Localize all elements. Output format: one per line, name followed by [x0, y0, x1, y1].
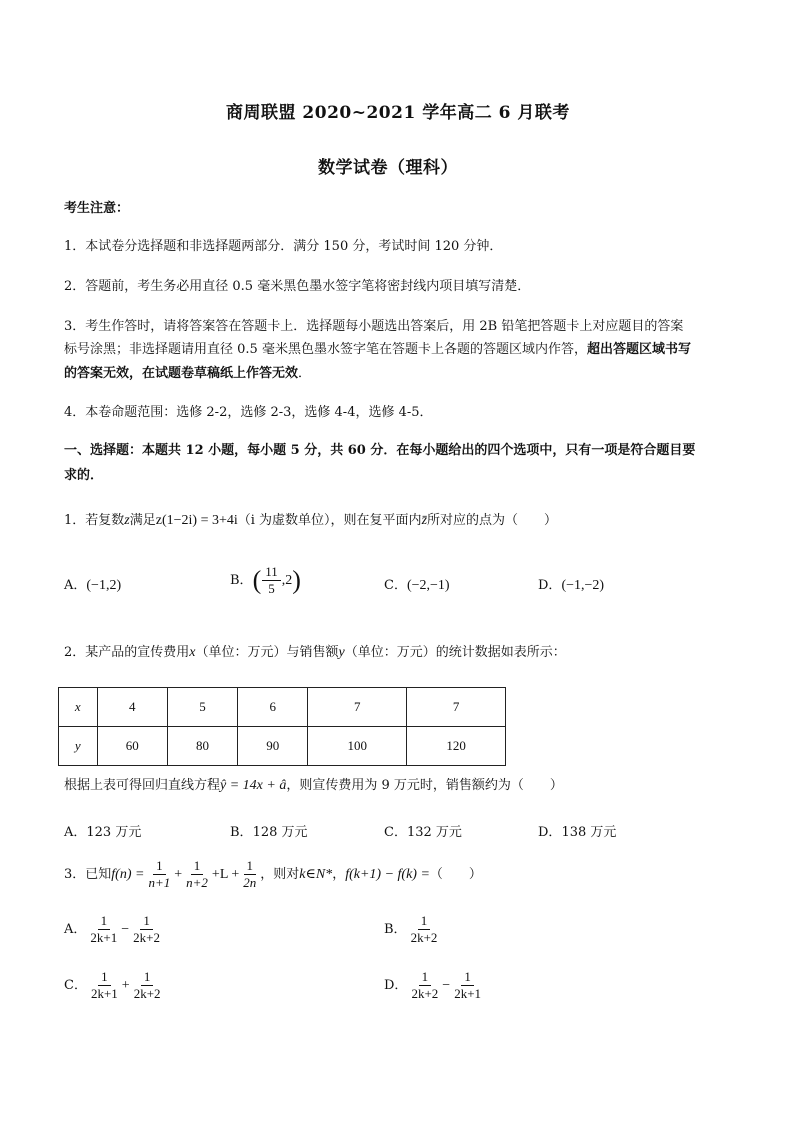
q3-option-d-den-1: 2k+2	[411, 986, 439, 1001]
q3-option-d-op: −	[442, 978, 451, 993]
question-1-stem	[64, 511, 557, 531]
q1-var-zbar: z̄	[421, 513, 428, 528]
q1-tail: 所对应的点为（ ）	[427, 513, 558, 528]
q2-option-d-text: 138 万元	[561, 825, 617, 840]
q1-option-a-label: A．	[64, 578, 87, 593]
q3-term-2-num: 1	[191, 858, 204, 875]
q2-stem-c: （单位：万元）的统计数据如表所示：	[344, 645, 566, 660]
q1-option-a-value: (−1,2)	[86, 578, 122, 593]
q1-var-z: z	[124, 513, 130, 528]
q1-option-b-rparen: )	[292, 565, 301, 595]
table-cell-y-label: y	[59, 727, 98, 766]
exam-title: 商周联盟 2020~2021 学年高二 6 月联考	[226, 103, 570, 123]
q1-option-c-value: (−2,−1)	[406, 578, 450, 593]
q1-prefix: 1．若复数	[64, 513, 125, 528]
q3-difference: f(k+1) − f(k) =	[345, 867, 430, 882]
table-cell: 90	[238, 727, 308, 766]
q2-regression-equation: ŷ = 14x + â	[220, 778, 287, 793]
q3-option-d-frac-2	[451, 969, 484, 1002]
q3-mid: ，则对	[260, 867, 300, 882]
q1-option-b-num: 11	[262, 564, 281, 581]
q3-option-c-op: +	[121, 978, 130, 993]
q3-option-b-label: B．	[384, 922, 407, 937]
q3-option-a-label: A．	[64, 922, 87, 937]
q3-option-c-num-1: 1	[98, 969, 111, 986]
table-cell: 7	[407, 688, 506, 727]
q2-option-a[interactable]	[64, 823, 141, 843]
q3-option-c-label: C．	[64, 978, 87, 993]
q2-option-c-label: C．	[384, 825, 407, 840]
q2-stem-a: 2．某产品的宣传费用	[64, 645, 190, 660]
notice-item-3-line2	[64, 340, 691, 360]
q2-followup	[64, 776, 563, 796]
question-2-stem	[64, 643, 566, 663]
section-heading-line2: 求的．	[64, 468, 104, 483]
q1-option-d-value: (−1,−2)	[561, 578, 605, 593]
q3-option-b[interactable]	[384, 913, 441, 946]
q2-option-b-label: B．	[230, 825, 253, 840]
q3-option-b-num: 1	[418, 913, 431, 930]
notice-item-3-line2-bold: 超出答题区域书写	[586, 342, 691, 357]
notice-item-3-line3-end: ．	[298, 366, 312, 381]
q1-cond: 满足	[129, 513, 156, 528]
q3-term-1-den: n+1	[148, 875, 171, 890]
q3-kset: k∈N*	[299, 867, 333, 882]
q3-option-d-num-1: 1	[419, 969, 432, 986]
q3-term-3-den: 2n	[243, 875, 257, 890]
q3-option-d-num-2: 1	[461, 969, 474, 986]
q3-tail: （ ）	[429, 867, 482, 882]
q1-option-b-fraction	[262, 564, 281, 597]
notice-item-1: 1．本试卷分选择题和非选择题两部分．满分 150 分，考试时间 120 分钟．	[64, 239, 503, 254]
q2-option-b[interactable]	[230, 823, 308, 843]
q2-option-d-label: D．	[538, 825, 562, 840]
q3-option-a[interactable]	[64, 913, 164, 946]
q3-option-a-num-1: 1	[98, 913, 111, 930]
q2-stem-b: （单位：万元）与销售额	[195, 645, 339, 660]
q3-option-a-op: −	[121, 922, 130, 937]
q3-option-a-den-1: 2k+1	[90, 930, 118, 945]
q2-data-table	[58, 687, 506, 766]
q3-option-c-den-2: 2k+2	[133, 986, 161, 1001]
q3-option-d[interactable]	[384, 969, 485, 1002]
q1-option-c[interactable]	[384, 576, 450, 596]
table-cell: 5	[167, 688, 237, 727]
q2-option-c-text: 132 万元	[406, 825, 462, 840]
q1-option-b-rest: ,2	[281, 573, 293, 588]
q2-option-d[interactable]	[538, 823, 616, 843]
q2-var-x: x	[189, 645, 196, 660]
q1-option-a[interactable]	[64, 576, 121, 596]
q3-option-a-frac-1	[87, 913, 120, 946]
q1-option-d-label: D．	[538, 578, 562, 593]
q2-var-y: y	[338, 645, 345, 660]
q2-option-c[interactable]	[384, 823, 462, 843]
q1-option-d[interactable]	[538, 576, 604, 596]
q3-comma: ，	[332, 867, 346, 882]
question-3-stem	[64, 858, 482, 891]
q3-option-c[interactable]	[64, 969, 165, 1002]
q3-term-1	[145, 858, 173, 891]
table-cell: 60	[97, 727, 167, 766]
q3-option-b-den: 2k+2	[410, 930, 438, 945]
q1-expression: z(1−2i) = 3+4i	[155, 513, 238, 528]
q3-option-d-den-2: 2k+1	[454, 986, 482, 1001]
q3-option-d-label: D．	[384, 978, 408, 993]
table-cell-x-label: x	[59, 688, 98, 727]
q3-option-c-den-1: 2k+1	[90, 986, 118, 1001]
q1-note: （i 为虚数单位），则在复平面内	[237, 513, 422, 528]
q3-option-c-num-2: 1	[141, 969, 154, 986]
exam-subtitle: 数学试卷（理科）	[318, 158, 458, 178]
notice-item-3-line2-plain: 标号涂黑；非选择题请用直径 0.5 毫米黑色墨水签字笔在答题卡上各题的答题区域内作答，	[64, 342, 587, 357]
notice-heading: 考生注意：	[64, 201, 130, 216]
q3-option-b-frac	[408, 913, 441, 946]
table-cell: 120	[407, 727, 506, 766]
table-row	[59, 688, 506, 727]
table-cell: 7	[308, 688, 407, 727]
q3-option-c-frac-2	[131, 969, 164, 1002]
notice-item-4: 4．本卷命题范围：选修 2-2，选修 2-3，选修 4-4，选修 4-5．	[64, 405, 433, 420]
q3-plus: +	[174, 867, 183, 882]
q3-option-d-frac-1	[408, 969, 441, 1002]
q3-term-3	[240, 858, 259, 891]
q3-term-2-den: n+2	[186, 875, 208, 890]
table-cell: 100	[308, 727, 407, 766]
table-row	[59, 727, 506, 766]
notice-item-3-line3	[64, 364, 311, 384]
q2-option-a-text: 123 万元	[86, 825, 142, 840]
notice-item-3-line3-bold: 的答案无效，在试题卷草稿纸上作答无效	[64, 366, 299, 381]
q2-option-a-label: A．	[64, 825, 87, 840]
q3-option-a-num-2: 1	[140, 913, 153, 930]
table-cell: 4	[97, 688, 167, 727]
q3-prefix: 3．已知	[64, 867, 112, 882]
q3-option-a-frac-2	[130, 913, 163, 946]
q3-term-2	[183, 858, 211, 891]
notice-item-2: 2．答题前，考生务必用直径 0.5 毫米黑色墨水签字笔将密封线内项目填写清楚．	[64, 279, 531, 294]
q3-dots: +L +	[211, 867, 240, 882]
q2-follow-b: ，则宣传费用为 9 万元时，销售额约为（ ）	[286, 778, 563, 793]
q1-option-c-label: C．	[384, 578, 407, 593]
q3-term-1-num: 1	[153, 858, 166, 875]
q3-function: f(n) =	[111, 867, 145, 882]
q3-option-a-den-2: 2k+2	[133, 930, 160, 945]
table-cell: 6	[238, 688, 308, 727]
q2-follow-a: 根据上表可得回归直线方程	[64, 778, 221, 793]
q1-option-b-label: B．	[230, 573, 253, 588]
q3-term-3-num: 1	[244, 858, 257, 875]
q1-option-b-lparen: (	[252, 565, 262, 595]
notice-item-3-line1: 3．考生作答时，请将答案答在答题卡上．选择题每小题选出答案后，用 2B 铅笔把答题卡上对应题目的答案	[64, 319, 684, 334]
section-heading-line1: 一、选择题：本题共 12 小题，每小题 5 分，共 60 分．在每小题给出的四个选项中，只有一项是符合题目要	[64, 443, 696, 458]
q2-option-b-text: 128 万元	[252, 825, 308, 840]
table-cell: 80	[167, 727, 237, 766]
q1-option-b-den: 5	[268, 581, 275, 596]
q3-option-c-frac-1	[88, 969, 121, 1002]
q1-option-b[interactable]	[230, 564, 301, 597]
